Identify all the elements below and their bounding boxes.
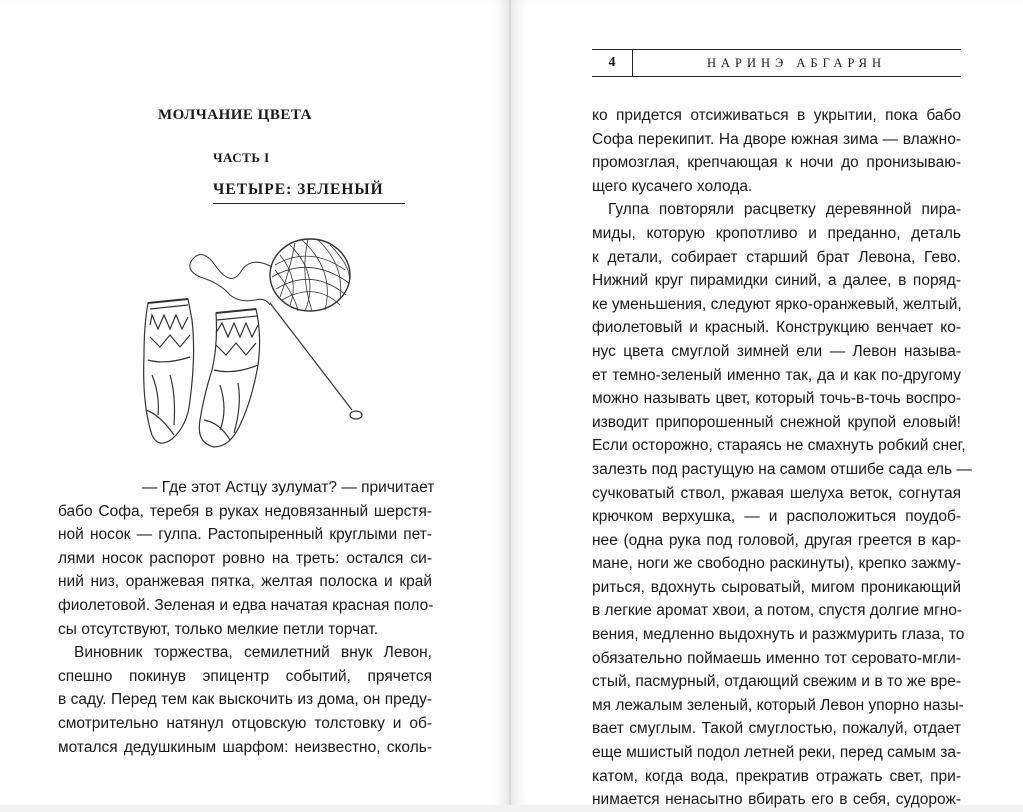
- knitted-socks-illustration: [130, 225, 400, 465]
- text-line: стый, пасмурный, отдающий свежим и в то же вре-: [592, 673, 961, 691]
- text-line: Гулпа повторяли расцветку деревянной пира-: [608, 201, 961, 219]
- text-line: залезть под растущую на самом отшибе сада ель —: [592, 460, 972, 478]
- chapter-title: ЧЕТЫРЕ: ЗЕЛЕНЫЙ: [213, 181, 405, 204]
- text-line: к детали, собирает старший брат Левона, Гево.: [592, 248, 961, 266]
- text-line: еще мшистый подол летней реки, перед самым за-: [592, 744, 962, 762]
- book-title: МОЛЧАНИЕ ЦВЕТА: [158, 107, 312, 123]
- text-line: — Где этот Астцу зулумат? — причитает: [142, 479, 435, 496]
- text-line: вения, медленно выдохнуть и разжмурить глаза, то: [592, 626, 965, 644]
- text-line: нус цвета смуглой зимней ели — Левон называ-: [592, 342, 961, 360]
- text-line: Если осторожно, стараясь не смахнуть робкий снег,: [592, 437, 966, 455]
- text-line: мя лежалым зеленый, который Левон упорно назы-: [592, 696, 964, 714]
- running-head: [592, 49, 961, 77]
- text-line: смотрительно натянул отцовскую толстовку и об-: [58, 714, 432, 732]
- text-line: сучковатый ствол, ржавая шелуха веток, согнутая: [592, 484, 961, 502]
- text-line: ке уменьшения, следуют ярко-оранжевый, желтый,: [592, 295, 962, 313]
- text-line: в легкие аромат хвои, а потом, спустя долгие мгно-: [592, 602, 963, 620]
- text-line: щего кусачего холода.: [592, 177, 753, 195]
- yarn-ball-icon: [270, 239, 350, 311]
- right-page-body-text: [592, 104, 972, 812]
- text-line: нимается ненасытно вбирать его в себя, судорож-: [592, 791, 961, 809]
- text-line: Софа перекипит. На дворе южная зима — влажно-: [592, 130, 961, 148]
- text-line: ной носок — гулпа. Растопыренный круглыми пет-: [58, 526, 432, 544]
- text-line: ко придется отсиживаться в укрытии, пока бабо: [592, 107, 961, 124]
- text-line: обязательно поймаешь именно тот серовато-мгли-: [592, 649, 961, 667]
- text-line: можно называть цвет, который точь-в-точь воспро-: [592, 390, 961, 408]
- knitting-needle-icon: [270, 303, 362, 419]
- text-line: миды, которую кропотливо и преданно, деталь: [592, 224, 961, 242]
- text-line: риться, вдохнуть сыроватый, мигом проникающий: [592, 578, 961, 596]
- text-line: бабо Софа, теребя в руках недовязанный шерстя-: [58, 502, 432, 520]
- text-line: мане, ноги же свободно раскинуты), крепко зажму-: [592, 555, 961, 573]
- text-line: ет темно-зеленый именно так, да и как по-другому: [592, 366, 961, 384]
- left-page: [0, 0, 509, 805]
- text-line: мотался дедушкиным шарфом: неизвестно, сколь-: [58, 738, 432, 756]
- sock-right-icon: [199, 309, 259, 447]
- text-line: нее (одна рука под головой, другая греется в кар-: [592, 531, 961, 549]
- text-line: крючком верхушка, — и расположиться поудоб-: [592, 508, 961, 526]
- text-line: фиолетовой. Зеленая и едва начатая красная поло-: [58, 596, 434, 614]
- text-line: промозглая, крепчающая к ночи до пронизываю-: [592, 154, 961, 172]
- left-page-body-text: [58, 476, 435, 759]
- text-line: лями носок распорот ровно на треть: остался си-: [58, 549, 432, 567]
- sock-left-icon: [144, 299, 194, 443]
- text-line: в саду. Перед тем как выскочить из дома, он преду-: [58, 691, 432, 709]
- text-line: фиолетовый и красный. Конструкцию венчает ко-: [592, 319, 961, 337]
- part-title: ЧАСТЬ I: [213, 150, 270, 165]
- text-line: сы отсутствуют, только мелкие петли торчат.: [58, 620, 379, 638]
- text-line: катом, когда вода, прекратив отражать свет, при-: [592, 767, 961, 785]
- text-line: спешно покинув эпицентр событий, прячется: [58, 667, 432, 685]
- author-name: НАРИНЭ АБГАРЯН: [706, 56, 887, 70]
- text-line: вает смуглым. Такой смуглостью, пожалуй, отдает: [592, 720, 961, 738]
- page-number: 4: [592, 50, 633, 76]
- text-line: ний низ, оранжевая пятка, желтая полоска и край: [58, 573, 432, 591]
- text-line: Виновник торжества, семилетний внук Левон,: [74, 644, 432, 662]
- yarn-strand: [190, 255, 272, 305]
- text-line: изводит припорошенный снежной крупой еловый!: [592, 413, 961, 431]
- text-line: Нижний круг пирамидки синий, а далее, в поряд-: [592, 272, 961, 290]
